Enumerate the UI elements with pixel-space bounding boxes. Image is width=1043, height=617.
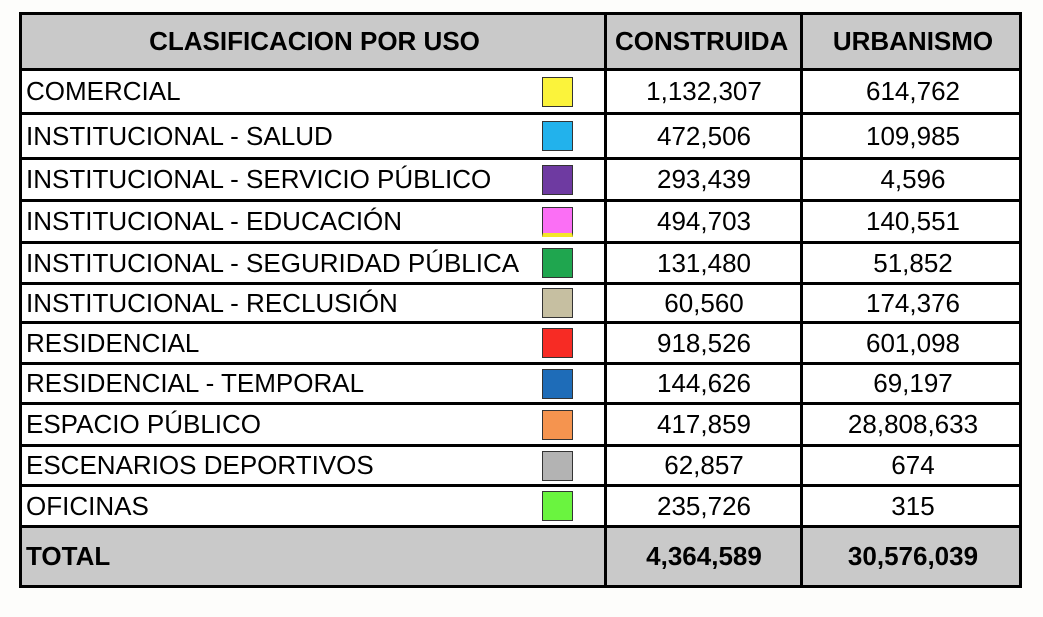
total-label: TOTAL — [26, 541, 111, 571]
row-name: OFICINAS — [26, 490, 149, 521]
header-urbanismo: URBANISMO — [832, 26, 994, 56]
row-construida: 472,506 — [657, 120, 751, 151]
column-divider — [604, 15, 607, 585]
table-row — [22, 487, 1019, 525]
row-construida: 918,526 — [657, 327, 751, 358]
table-row — [22, 405, 1019, 444]
row-name: RESIDENCIAL - TEMPORAL — [26, 368, 365, 398]
row-name: ESCENARIOS DEPORTIVOS — [26, 450, 374, 480]
row-construida: 131,480 — [657, 247, 751, 278]
total-urbanismo: 30,576,039 — [847, 541, 979, 571]
row-urbanismo: 51,852 — [873, 247, 953, 278]
row-name: INSTITUCIONAL - EDUCACIÓN — [26, 206, 403, 236]
table-row — [22, 244, 1019, 282]
color-swatch — [542, 77, 573, 107]
row-construida: 417,859 — [657, 409, 751, 439]
table-row — [22, 160, 1019, 199]
row-name: INSTITUCIONAL - SALUD — [26, 120, 333, 151]
table-row — [22, 365, 1019, 402]
total-construida: 4,364,589 — [646, 541, 762, 571]
row-urbanismo: 109,985 — [866, 120, 960, 151]
color-swatch — [542, 207, 573, 237]
row-construida: 235,726 — [657, 490, 751, 521]
row-name: INSTITUCIONAL - SERVICIO PÚBLICO — [26, 164, 492, 194]
color-swatch — [542, 165, 573, 195]
row-urbanismo: 601,098 — [866, 327, 960, 358]
header-classification: CLASIFICACION POR USO — [149, 26, 480, 56]
row-divider — [22, 525, 1019, 528]
table-row — [22, 285, 1019, 321]
total-row — [22, 528, 1019, 585]
column-divider — [800, 15, 803, 585]
row-urbanismo: 315 — [891, 490, 935, 521]
table-row — [22, 324, 1019, 362]
row-name: INSTITUCIONAL - RECLUSIÓN — [26, 287, 398, 318]
row-construida: 60,560 — [664, 287, 744, 318]
row-name: INSTITUCIONAL - SEGURIDAD PÚBLICA — [26, 247, 520, 278]
row-construida: 494,703 — [657, 206, 751, 236]
row-urbanismo: 4,596 — [880, 164, 946, 194]
row-construida: 293,439 — [657, 164, 751, 194]
color-swatch — [542, 491, 573, 521]
row-construida: 1,132,307 — [646, 76, 762, 106]
color-swatch — [542, 369, 573, 399]
table-row — [22, 447, 1019, 484]
row-urbanismo: 69,197 — [873, 368, 953, 398]
row-name: RESIDENCIAL — [26, 327, 200, 358]
table-row — [22, 71, 1019, 112]
row-urbanismo: 140,551 — [866, 206, 960, 236]
color-swatch — [542, 328, 573, 358]
row-urbanismo: 674 — [891, 450, 935, 480]
color-swatch — [542, 121, 573, 151]
header-construida: CONSTRUIDA — [615, 26, 789, 56]
row-construida: 144,626 — [657, 368, 751, 398]
color-swatch — [542, 410, 573, 440]
table-header — [22, 15, 1019, 68]
land-use-table — [19, 12, 1022, 588]
row-construida: 62,857 — [664, 450, 744, 480]
row-urbanismo: 28,808,633 — [847, 409, 979, 439]
row-divider — [22, 68, 1019, 71]
table-row — [22, 202, 1019, 241]
color-swatch — [542, 288, 573, 318]
color-swatch — [542, 451, 573, 481]
table-row — [22, 115, 1019, 157]
color-swatch — [542, 248, 573, 278]
row-name: ESPACIO PÚBLICO — [26, 409, 262, 439]
row-urbanismo: 614,762 — [866, 76, 960, 106]
row-name: COMERCIAL — [26, 76, 181, 106]
row-urbanismo: 174,376 — [866, 287, 960, 318]
